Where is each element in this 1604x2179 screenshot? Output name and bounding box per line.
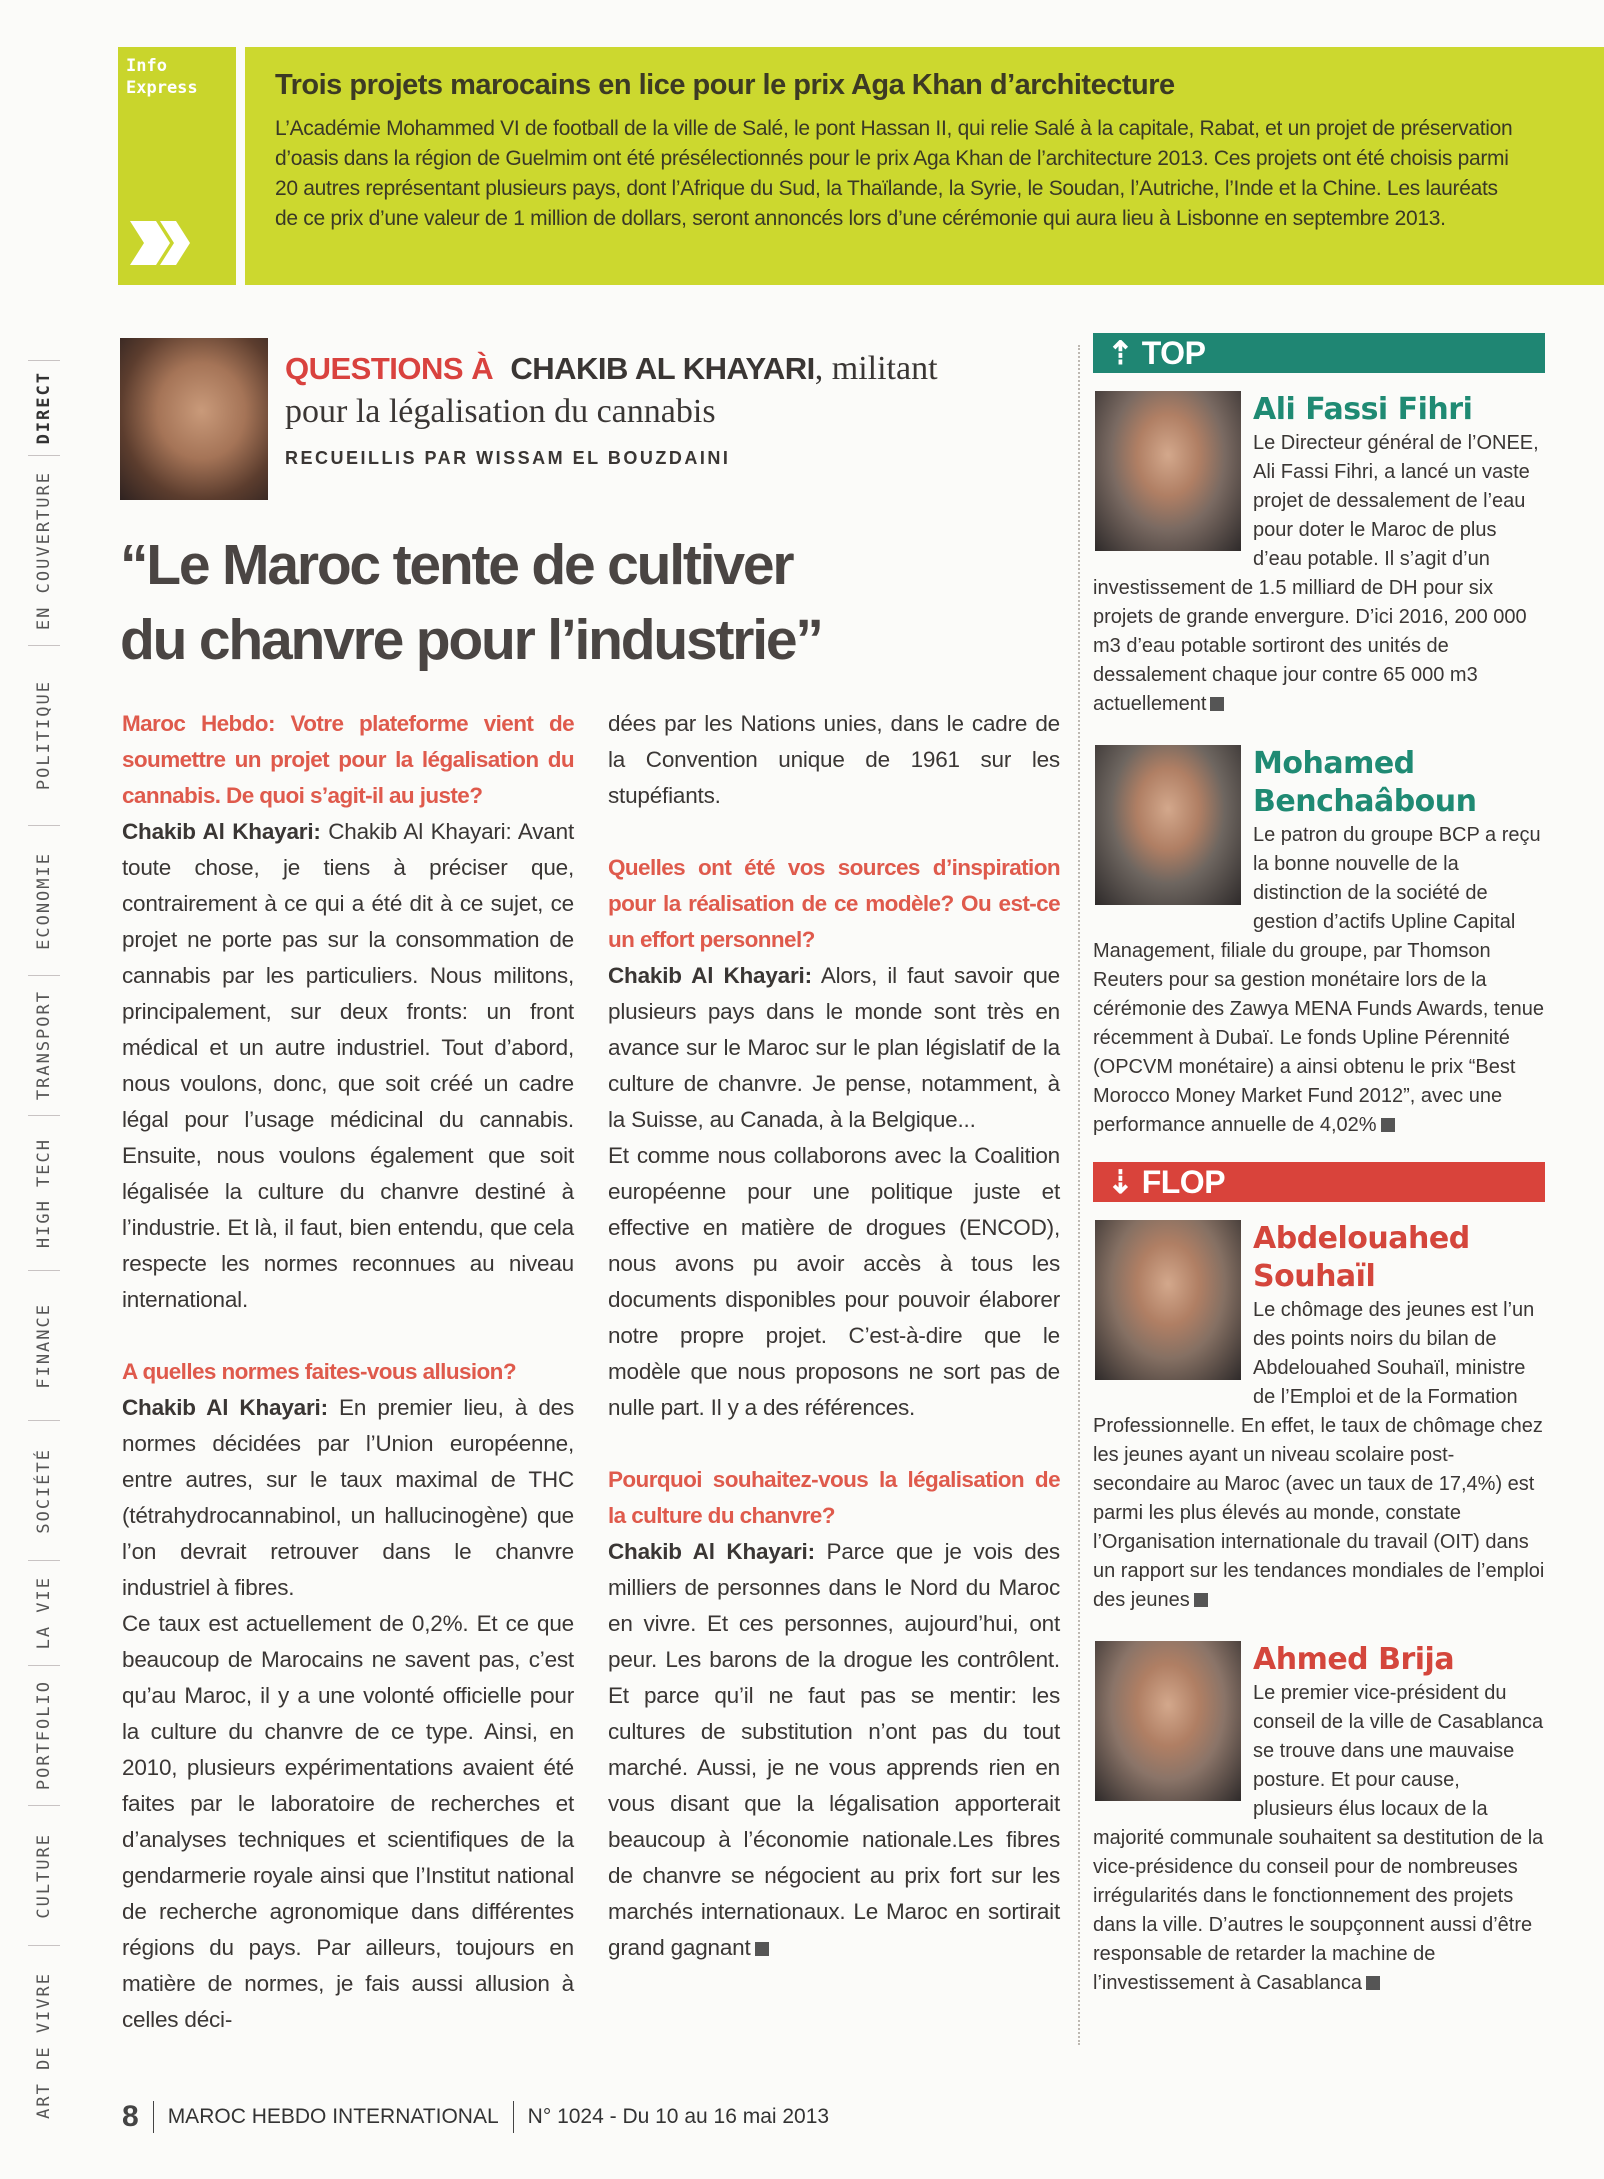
interviewee-photo [120,338,268,500]
role-part1: , militant [814,350,938,387]
end-of-article-mark [755,1942,769,1956]
publication-name: MAROC HEBDO INTERNATIONAL [167,2105,499,2128]
section-tab-label: DIRECT [34,371,54,445]
top-entry [1093,745,1545,1140]
section-tab[interactable] [28,1945,60,2145]
column-divider [1078,345,1080,2045]
section-tab-label: POLITIQUE [34,680,54,791]
section-tab-label: TRANSPORT [34,990,54,1101]
question: Quelles ont été vos sources d’inspiration pour la réalisation de ce modèle? Ou est-ce un effort personnel? [608,855,1060,952]
section-tab-label: FINANCE [34,1302,54,1389]
section-tab[interactable] [28,455,60,645]
interview-header [285,348,1065,469]
person-photo [1095,1220,1241,1380]
label-line: Express [126,78,198,98]
section-tab-label: ECONOMIE [34,851,54,950]
label-line: Info [126,56,167,76]
end-of-item-mark [1194,1593,1208,1607]
speaker: Chakib Al Khayari: [608,1539,815,1564]
top-label: TOP [1141,335,1206,371]
section-tab-label: EN COUVERTURE [34,470,54,631]
speaker: Chakib Al Khayari: [608,963,812,988]
arrow-up-icon: ⇡ [1107,335,1134,371]
headline-line: “Le Maroc tente de cultiver [120,533,793,597]
answer: Parce que je vois des milliers de personnes dans le Nord du Maroc en vivre. Et ces personnes, aujourd’hui, ont peur. Les barons de la drogue les contrôlent. Et parce qu’il ne faut pas se mentir: les cultures de substitution n’ont pas du tout marché. Aussi, je ne vous apprends rien en vous disant que la légalisation apporterait beaucoup à l’économie nationale.Les fibres de chanvre se négocient au prix fort sur les marchés internationaux. Le Maroc en sortirait grand gagnant [608,1539,1060,1960]
person-text: Le Directeur général de l’ONEE, Ali Fassi Fihri, a lancé un vaste projet de dessalement de l’eau pour doter le Maroc de plus d’eau potable. Il s’agit d’un investissement de 1.5 milliard de DH pour six projets de grande envergure. D’ici 2016, 200 000 m3 d’eau potable sortiront des unités de dessalement chaque jour contre 65 000 m3 actuellement [1093,432,1539,715]
section-tab[interactable] [28,1420,60,1560]
end-of-item-mark [1366,1976,1380,1990]
role-part2: pour la légalisation du cannabis [285,393,716,430]
article-column-1 [122,706,574,2038]
person-text: Le patron du groupe BCP a reçu la bonne nouvelle de la distinction de la société de gestion d’actifs Upline Capital Management, filiale du groupe, par Thomson Reuters pour sa gestion monétaire lors de la cérémonie des Zawya MENA Funds Awards, tenue récemment à Dubaï. Le fonds Upline Pérennité (OPCVM monétaire) a ainsi obtenu le prix “Best Morocco Money Market Fund 2012”, avec une performance annuelle de 4,02% [1093,824,1544,1136]
flop-bar [1093,1162,1545,1202]
question: Pourquoi souhaitez-vous la légalisation de la culture du chanvre? [608,1467,1060,1528]
answer: Ce taux est actuellement de 0,2%. Et ce que beaucoup de Marocains ne savent pas, c’est qu’au Maroc, il y a une volonté officielle pour la culture du chanvre de ce type. Ainsi, en 2010, plusieurs expérimentations avaient été faites par le laboratoire de recherches et d’analyses techniques et scientifiques de la gendarmerie royale ainsi que l’Institut national de recherche agronomique dans différentes régions du pays. Par ailleurs, toujours en matière de normes, je fais aussi allusion à celles déci- [122,1611,574,2032]
info-express-title: Trois projets marocains en lice pour le prix Aga Khan d’architecture [275,69,1175,101]
interviewee-name: CHAKIB AL KHAYARI [510,351,815,386]
section-tab[interactable] [28,1805,60,1945]
speaker: Chakib Al Khayari: [122,819,321,844]
answer: dées par les Nations unies, dans le cadre de la Convention unique de 1961 sur les stupéfiants. [608,711,1060,808]
divider [153,2101,154,2133]
person-name: Ahmed Brija [1253,1642,1455,1677]
person-text: Le chômage des jeunes est l’un des points noirs du bilan de Abdelouahed Souhaïl, ministre de l’Emploi et de la Formation Professionnelle. En effet, le taux de chômage chez les jeunes ayant un niveau scolaire post-secondaire au Maroc (avec un taux de 17,4%) est parmi les plus élevés au monde, constate l’Organisation internationale du travail (OIT) dans un rapport sur les tendances mondiales de l’emploi des jeunes [1093,1299,1545,1611]
flop-label: FLOP [1141,1164,1226,1200]
info-express-label [126,55,198,99]
top-entry [1093,391,1545,719]
answer: En premier lieu, à des normes décidées par l’Union européenne, entre autres, sur le taux maximal de THC (tétrahydrocannabinol, un hallucinogène) que l’on devrait retrouver dans le chanvre industriel à fibres. [122,1395,574,1600]
info-express-tab [118,47,236,285]
answer: Chakib Al Khayari: Avant toute chose, je tiens à préciser que, contrairement à ce qui a été dit à ce sujet, ce projet ne porte pas sur la consommation de cannabis par les particuliers. Nous militons, principalement, sur deux fronts: un front médical et un autre industriel. Tout d’abord, nous voulons, donc, que soit créé un cadre légal pour l’usage médicinal du cannabis. Ensuite, nous voulons également que soit légalisée la culture du chanvre destiné à l’industrie. Et là, il faut, bien entendu, que cela respecte les normes reconnues au niveau international. [122,819,574,1312]
person-name: Mohamed Benchaâboun [1253,746,1477,819]
divider [513,2101,514,2133]
question: A quelles normes faites-vous allusion? [122,1359,516,1384]
person-photo [1095,391,1241,551]
section-tab-label: HIGH TECH [34,1137,54,1249]
article-column-2 [608,706,1060,1966]
arrow-down-icon: ⇣ [1107,1164,1134,1200]
person-photo [1095,745,1241,905]
end-of-item-mark [1210,697,1224,711]
end-of-item-mark [1381,1118,1395,1132]
page-number: 8 [122,2100,139,2133]
double-arrow-icon [130,215,196,271]
section-tab[interactable] [28,1665,60,1805]
answer: Et comme nous collaborons avec la Coalition européenne pour une politique juste et effective en matière de drogues (ENCOD), nous avons pu avoir accès à tous les documents disponibles pour pouvoir élaborer notre propre projet. C’est-à-dire que le modèle que nous proposons ne sort pas de nulle part. Il y a des références. [608,1143,1060,1420]
section-tab[interactable] [28,1560,60,1665]
headline-line: du chanvre pour l’industrie” [120,608,822,672]
section-rail [28,360,60,2119]
section-tab[interactable] [28,1270,60,1420]
flop-entry [1093,1220,1545,1615]
section-tab-label: PORTFOLIO [34,1680,54,1791]
page-footer [122,2100,829,2134]
person-text: Le premier vice-président du conseil de la ville de Casablanca se trouve dans une mauvaise posture. Et pour cause, plusieurs élus locaux de la majorité communale souhaitent sa destitution de la vice-présidence du conseil pour de nombreuses irrégularités dans le fonctionnement des projets dans la ville. D’autres le soupçonnent aussi d’être responsable de retarder la machine de l’investissement à Casablanca [1093,1682,1544,1994]
section-tab[interactable] [28,975,60,1115]
question: Maroc Hebdo: Votre plateforme vient de soumettre un projet pour la légalisation du cannabis. De quoi s’agit-il au juste? [122,711,574,808]
info-express-box [245,47,1604,285]
answer: Alors, il faut savoir que plusieurs pays dans le monde sont très en avance sur le Maroc sur le plan législatif de la culture de chanvre. Je pense, notamment, à la Suisse, au Canada, à la Belgique... [608,963,1060,1132]
section-tab-label: CULTURE [34,1832,54,1919]
section-tab-label: LA VIE [34,1576,54,1650]
person-name: Abdelouahed Souhaïl [1253,1221,1470,1294]
top-flop-column [1093,333,1545,1998]
person-name: Ali Fassi Fihri [1253,392,1473,427]
issue-info: N° 1024 - Du 10 au 16 mai 2013 [527,2105,830,2128]
section-tab[interactable] [28,825,60,975]
section-tab[interactable] [28,360,60,455]
byline: RECUEILLIS PAR WISSAM EL BOUZDAINI [285,448,731,468]
top-bar [1093,333,1545,373]
person-photo [1095,1641,1241,1801]
section-tab-label: ART DE VIVRE [34,1972,54,2119]
speaker: Chakib Al Khayari: [122,1395,328,1420]
headline [120,528,1020,678]
section-tab[interactable] [28,645,60,825]
section-tab[interactable] [28,1115,60,1270]
section-tab-label: SOCIÉTÉ [34,1447,54,1534]
flop-entry [1093,1641,1545,1998]
kicker: QUESTIONS À [285,351,494,386]
info-express-body: L’Académie Mohammed VI de football de la ville de Salé, le pont Hassan II, qui relie Salé à la capitale, Rabat, et un projet de préservation d’oasis dans la région de Guelmim ont été présélectionnés pour le prix Aga Khan de l’architecture 2013. Ces projets ont été choisis parmi 20 autres représentant plusieurs pays, dont l’Afrique du Sud, la Thaïlande, la Syrie, le Soudan, l’Autriche, l’Inde et la Chine. Les lauréats de ce prix d’une valeur de 1 million de dollars, seront annoncés lors d’une cérémonie qui aura lieu à Lisbonne en septembre 2013. [275,117,1513,230]
